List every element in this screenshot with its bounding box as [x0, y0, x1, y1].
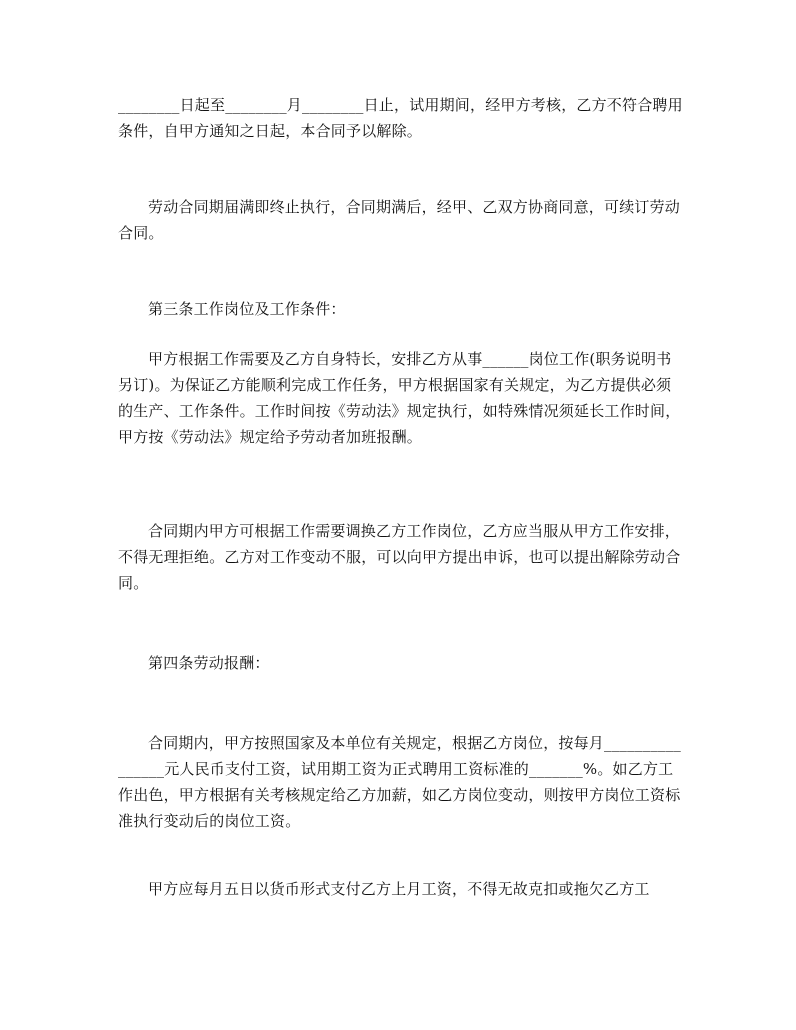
paragraph-probation-termination: ________日起至________月________日止，试用期间，经甲方考核，乙方不符合聘用条件，自甲方通知之日起，本合同予以解除。 [118, 96, 683, 140]
paragraph-contract-renewal: 劳动合同期届满即终止执行，合同期满后，经甲、乙双方协商同意，可续订劳动合同。 [118, 198, 681, 242]
section-heading-article-3: 第三条工作岗位及工作条件： [148, 300, 346, 318]
paragraph-position-change: 合同期内甲方可根据工作需要调换乙方工作岗位，乙方应当服从甲方工作安排，不得无理拒绝。乙方对工作变动不服，可以向甲方提出申诉，也可以提出解除劳动合同。 [118, 522, 681, 592]
paragraph-salary: 合同期内，甲方按照国家及本单位有关规定，根据乙方岗位，按每月________________元人民币支付工资，试用期工资为正式聘用工资标准的_______%。如乙方工作出色，甲方根据有关考核规定给乙方加薪，如乙方岗位变动，则按甲方岗位工资标准执行变动后的岗位工资。 [118, 734, 682, 830]
paragraph-job-position: 甲方根据工作需要及乙方自身特长，安排乙方从事______岗位工作(职务说明书另订)。为保证乙方能顺利完成工作任务，甲方根据国家有关规定，为乙方提供必须的生产、工作条件。工作时间按《劳动法》规定执行，如特殊情况须延长工作时间，甲方按《劳动法》规定给予劳动者加班报酬。 [118, 350, 681, 446]
section-heading-article-4: 第四条劳动报酬： [148, 654, 270, 672]
paragraph-payment-schedule: 甲方应每月五日以货币形式支付乙方上月工资，不得无故克扣或拖欠乙方工 [148, 880, 650, 898]
